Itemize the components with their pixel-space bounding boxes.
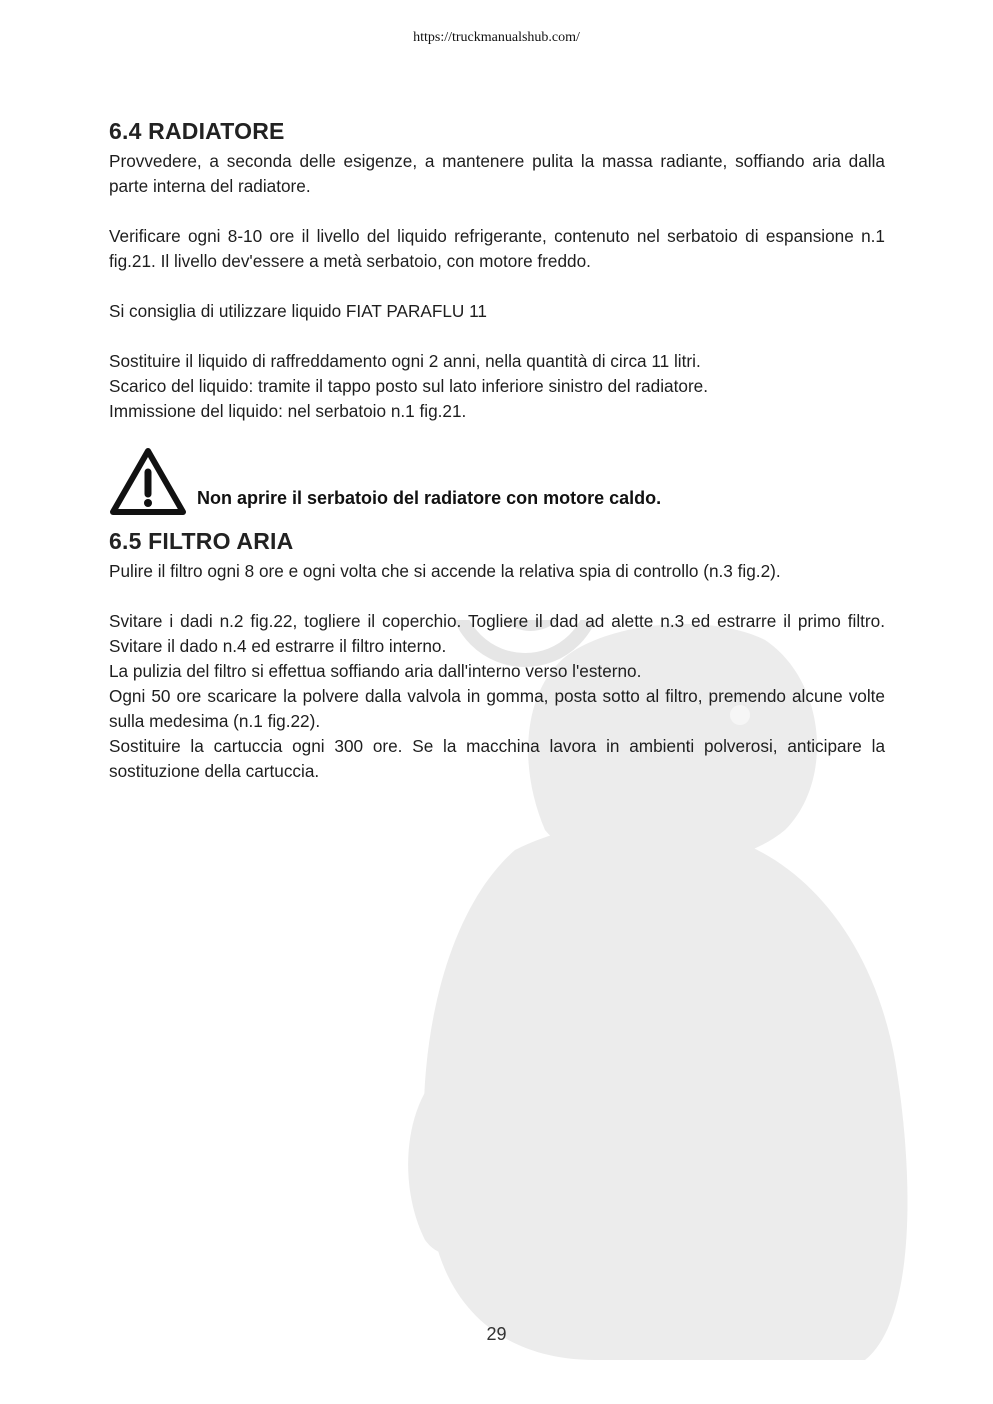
header-url[interactable]: https://truckmanualshub.com/ — [413, 30, 580, 45]
paragraph: Svitare i dadi n.2 fig.22, togliere il coperchio. Togliere il dad ad alette n.3 ed estrarre il primo filtro. Svitare il dado n.4 ed estrarre il filtro interno. — [109, 611, 885, 656]
section-heading-filtro-aria: 6.5 FILTRO ARIA — [109, 528, 294, 554]
paragraph: Pulire il filtro ogni 8 ore e ogni volta che si accende la relativa spia di controllo (n.3 fig.2). — [109, 561, 781, 581]
page-content — [109, 118, 885, 784]
paragraph-line: Sostituire il liquido di raffreddamento ogni 2 anni, nella quantità di circa 11 litri. — [109, 351, 701, 371]
paragraph-line: Scarico del liquido: tramite il tappo posto sul lato inferiore sinistro del radiatore. — [109, 376, 709, 396]
paragraph: Verificare ogni 8-10 ore il livello del liquido refrigerante, contenuto nel serbatoio di espansione n.1 fig.21. Il livello dev'essere a metà serbatoio, con motore freddo. — [109, 226, 885, 271]
paragraph: Sostituire la cartuccia ogni 300 ore. Se la macchina lavora in ambienti polverosi, anticipare la sostituzione della cartuccia. — [109, 736, 885, 781]
section-radiatore — [109, 118, 885, 424]
paragraph: Ogni 50 ore scaricare la polvere dalla valvola in gomma, posta sotto al filtro, premendo alcune volte sulla medesima (n.1 fig.22). — [109, 686, 885, 731]
page-number: 29 — [486, 1324, 507, 1344]
paragraph: Si consiglia di utilizzare liquido FIAT PARAFLU 11 — [109, 301, 487, 321]
paragraph-line: Immissione del liquido: nel serbatoio n.1 fig.21. — [109, 401, 467, 421]
warning-triangle-icon — [109, 446, 187, 516]
paragraph: Provvedere, a seconda delle esigenze, a mantenere pulita la massa radiante, soffiando aria dalla parte interna del radiatore. — [109, 151, 885, 196]
paragraph: La pulizia del filtro si effettua soffiando aria dall'interno verso l'esterno. — [109, 661, 642, 681]
section-heading-radiatore: 6.4 RADIATORE — [109, 118, 285, 144]
warning-text: Non aprire il serbatoio del radiatore con motore caldo. — [197, 488, 662, 508]
section-filtro-aria — [109, 528, 885, 784]
warning-notice — [109, 446, 885, 524]
